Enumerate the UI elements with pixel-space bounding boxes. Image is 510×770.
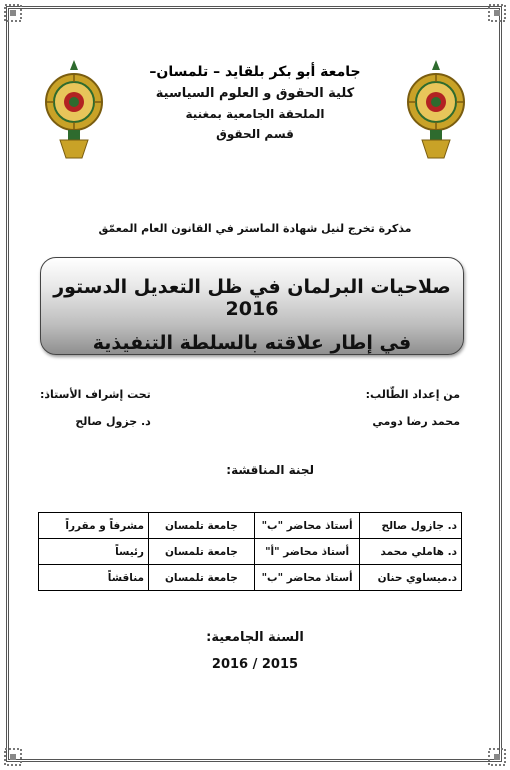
thesis-title-line2: في إطار علاقته بالسلطة التنفيذية (92, 332, 412, 354)
academic-year-value: 2016 / 2015 (211, 657, 299, 672)
table-row (39, 565, 462, 591)
student-name: محمد رضا دومي (372, 415, 460, 428)
corner-ornament-icon (2, 746, 24, 768)
faculty-name: كلية الحقوق و العلوم السياسية (155, 86, 355, 101)
committee-label: لجنة المناقشة: (226, 463, 314, 477)
member-grade: أستاذ محاضر "ب" (254, 565, 360, 591)
member-name: د.ميساوي حنان (360, 565, 462, 591)
memo-subtitle: مذكرة تخرج لنيل شهادة الماستر في القانون العام المعمّق (98, 222, 412, 235)
member-role: مناقشاً (39, 565, 149, 591)
university-name: جامعة أبو بكر بلقايد – تلمسان– (149, 64, 361, 80)
member-institution: جامعة تلمسان (148, 565, 254, 591)
committee-table (38, 512, 462, 591)
corner-ornament-icon (486, 2, 508, 24)
student-label: من إعداد الطّالب: (365, 388, 460, 401)
table-row (39, 539, 462, 565)
annex-name: الملحقة الجامعية بمغنية (185, 107, 325, 121)
supervisor-name: د. جزول صالح (75, 415, 151, 428)
member-grade: أستاذ محاضر "أ" (254, 539, 360, 565)
student-block (366, 388, 460, 428)
department-name: قسم الحقوق (216, 127, 294, 141)
thesis-title-line1: صلاحيات البرلمان في ظل التعديل الدستور 2016 (53, 276, 451, 320)
supervisor-block (40, 388, 151, 428)
member-institution: جامعة تلمسان (148, 539, 254, 565)
corner-ornament-icon (486, 746, 508, 768)
academic-year-label: السنة الجامعية: (206, 630, 304, 645)
member-role: رئيساً (39, 539, 149, 565)
university-seal-icon (404, 58, 468, 162)
member-name: د. هاملي محمد (360, 539, 462, 565)
corner-ornament-icon (2, 2, 24, 24)
thesis-title-box (40, 257, 464, 355)
supervisor-label: تحت إشراف الأستاذ: (40, 388, 151, 401)
university-seal-icon (42, 58, 106, 162)
institution-header (110, 64, 400, 141)
table-row (39, 513, 462, 539)
member-name: د. جازول صالح (360, 513, 462, 539)
member-institution: جامعة تلمسان (148, 513, 254, 539)
member-grade: أستاذ محاضر "ب" (254, 513, 360, 539)
member-role: مشرفاً و مقرراً (39, 513, 149, 539)
academic-year-block (180, 630, 330, 672)
